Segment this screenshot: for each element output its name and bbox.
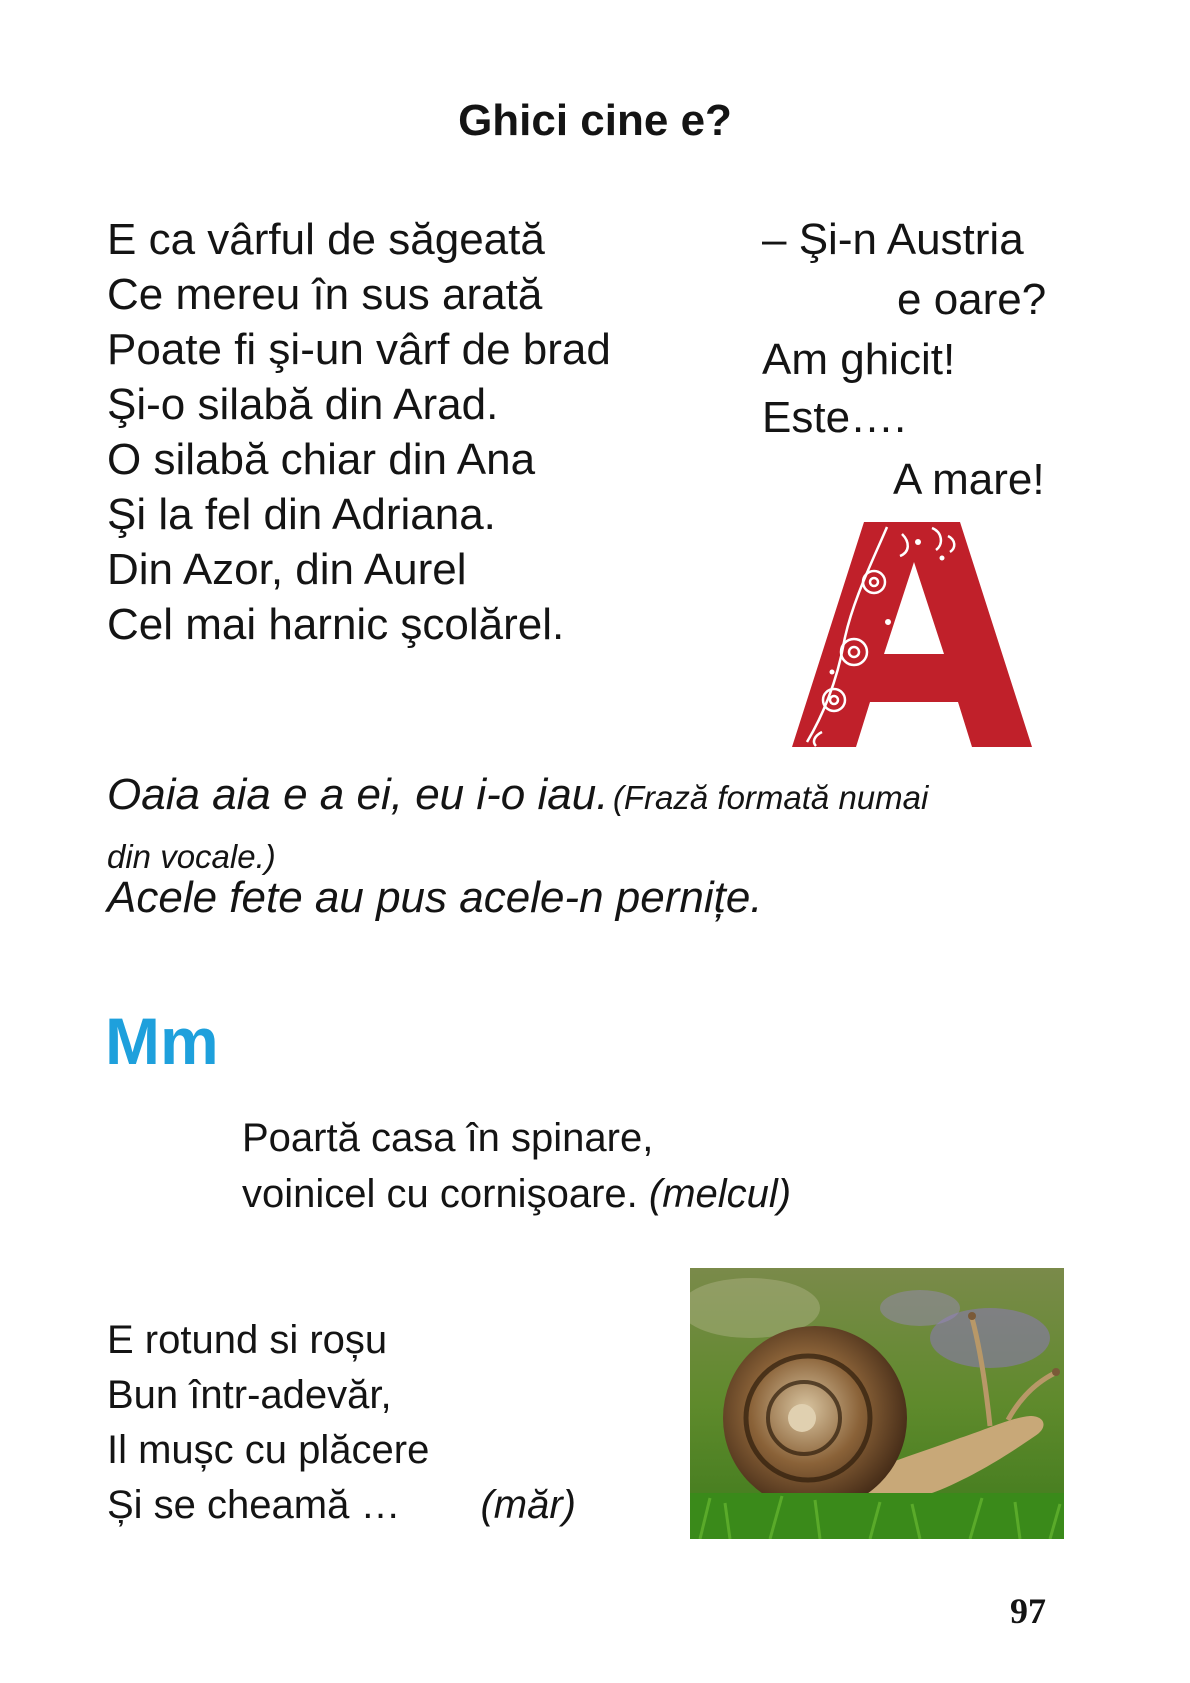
riddle-answer: (melcul) [648, 1172, 792, 1216]
riddle-melc [242, 1110, 791, 1222]
side-line: A mare! [893, 455, 1045, 504]
vowel-note: (Frază formată numai [612, 779, 929, 816]
poem-line: Din Azor, din Aurel [107, 545, 467, 594]
poem-line: Şi la fel din Adriana. [107, 490, 496, 539]
riddle-line: E rotund si roșu [107, 1318, 388, 1362]
decorated-letter-a-image [792, 522, 1032, 747]
vowel-note-continued: din vocale.) [107, 838, 276, 875]
tongue-twister: Acele fete au pus acele-n pernițe. [107, 873, 763, 922]
page-title: Ghici cine e? [458, 96, 732, 145]
snail-photo [690, 1268, 1064, 1539]
poem-line: O silabă chiar din Ana [107, 435, 536, 484]
riddle-poem [107, 212, 611, 652]
side-line: Este…. [762, 393, 907, 442]
side-line: e oare? [897, 275, 1047, 324]
riddle-line: Și se cheamă … [107, 1483, 401, 1527]
side-line: – Şi-n Austria [762, 215, 1024, 264]
riddle-line: Bun într-adevăr, [107, 1373, 392, 1417]
riddle-line: Poartă casa în spinare, [242, 1116, 654, 1160]
riddle-answer: (măr) [480, 1483, 576, 1527]
poem-line: E ca vârful de săgeată [107, 215, 545, 264]
vowel-sentence: Oaia aia e a ei, eu i-o iau. [107, 770, 609, 819]
riddle-line: Il mușc cu plăcere [107, 1428, 430, 1472]
poem-line: Cel mai harnic şcolărel. [107, 600, 565, 649]
vowel-sentence-block [107, 765, 1107, 886]
riddle-mar [107, 1313, 576, 1533]
side-line: Am ghicit! [762, 335, 956, 384]
poem-line: Poate fi şi-un vârf de brad [107, 325, 611, 374]
letter-heading: Mm [105, 1004, 219, 1078]
page-number: 97 [1010, 1591, 1046, 1631]
poem-line: Şi-o silabă din Arad. [107, 380, 499, 429]
riddle-line: voinicel cu cornişoare. [242, 1172, 638, 1216]
poem-line: Ce mereu în sus arată [107, 270, 543, 319]
